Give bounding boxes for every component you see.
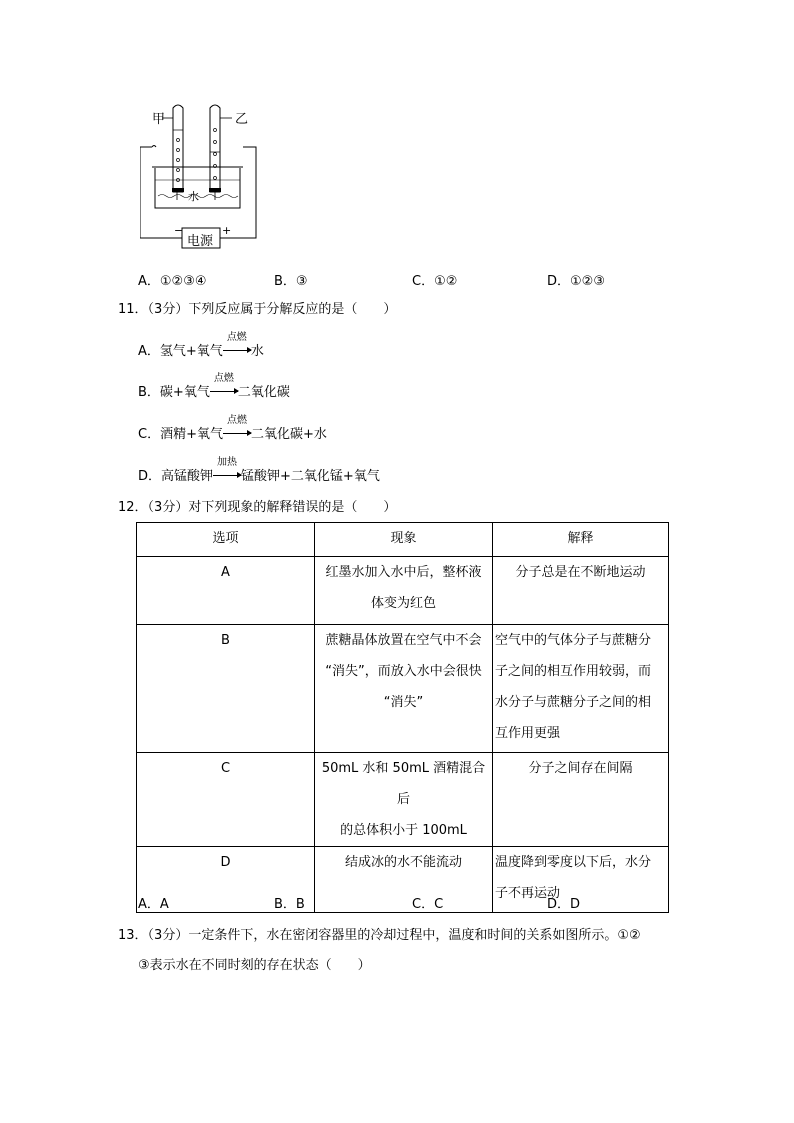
table-row xyxy=(137,753,669,847)
table-row xyxy=(137,625,669,753)
q13-stem-line1: 13．（3分）一定条件下，水在密闭容器里的冷却过程中，温度和时间的关系如图所示。①② xyxy=(118,928,641,943)
phenomenon-line: “消失” xyxy=(383,695,424,710)
q10-option-d[interactable] xyxy=(547,270,605,289)
table-row xyxy=(137,847,669,913)
q12-option-a[interactable] xyxy=(138,893,169,912)
explanation-line: 水分子与蔗糖分子之间的相 xyxy=(495,695,652,710)
q12-stem: 12．（3分）对下列现象的解释错误的是（ ） xyxy=(118,500,397,515)
explanation-line: 分子之间存在间隔 xyxy=(528,761,633,776)
products: 水 xyxy=(250,344,264,359)
explanation-line: 分子总是在不断地运动 xyxy=(515,565,646,580)
reaction-condition: 点燃 xyxy=(213,373,234,384)
q12-option-c[interactable] xyxy=(412,893,443,912)
row-option: A xyxy=(137,557,315,625)
tube-label-right: 乙 xyxy=(235,112,249,127)
reaction-arrow xyxy=(223,415,251,442)
water-label: 水 xyxy=(188,190,199,203)
reaction-arrow xyxy=(210,373,238,400)
products: 二氧化碳+水 xyxy=(250,427,327,442)
phenomenon-line: 体变为红色 xyxy=(370,596,436,611)
header-phenomenon: 现象 xyxy=(315,523,493,557)
row-option: D xyxy=(137,847,315,913)
row-explanation xyxy=(493,753,669,847)
q11-option-c[interactable] xyxy=(138,415,327,442)
row-explanation xyxy=(493,625,669,753)
reactants: 高锰酸钾 xyxy=(161,469,214,484)
option-letter: D． xyxy=(547,274,571,289)
row-phenomenon xyxy=(315,753,493,847)
explanation-line: 空气中的气体分子与蔗糖分 xyxy=(495,633,652,648)
phenomenon-line: 50mL 水和 50mL 酒精混合后 xyxy=(321,761,486,807)
row-option: C xyxy=(137,753,315,847)
row-phenomenon xyxy=(315,847,493,913)
option-text: D xyxy=(570,897,581,912)
q12-option-d[interactable] xyxy=(547,893,580,912)
option-letter: D． xyxy=(547,897,571,912)
reactants: 碳+氧气 xyxy=(159,385,210,400)
option-letter: B． xyxy=(274,897,296,912)
reaction-arrow xyxy=(223,332,251,359)
q13-stem-line2: ③表示水在不同时刻的存在状态（ ） xyxy=(138,958,371,973)
option-letter: C． xyxy=(138,427,161,442)
q11-stem: 11．（3分）下列反应属于分解反应的是（ ） xyxy=(118,302,397,317)
option-text: C xyxy=(434,897,444,912)
option-text: ①②③④ xyxy=(159,274,207,289)
option-letter: C． xyxy=(412,274,435,289)
row-phenomenon xyxy=(315,557,493,625)
row-explanation xyxy=(493,557,669,625)
phenomenon-line: 红墨水加入水中后，整杯液 xyxy=(325,565,482,580)
reactants: 氢气+氧气 xyxy=(159,344,223,359)
q10-option-c[interactable] xyxy=(412,270,457,289)
row-phenomenon xyxy=(315,625,493,753)
option-letter: A． xyxy=(138,897,160,912)
products: 二氧化碳 xyxy=(237,385,290,400)
reaction-condition: 点燃 xyxy=(226,332,247,343)
reaction-condition: 点燃 xyxy=(226,415,247,426)
explanation-line: 子之间的相互作用较弱，而 xyxy=(495,664,652,679)
option-letter: B． xyxy=(274,274,296,289)
option-letter: A． xyxy=(138,344,160,359)
table-row xyxy=(137,557,669,625)
minus-sign: − xyxy=(174,224,184,237)
q11-option-a[interactable] xyxy=(138,332,264,359)
power-label: 电源 xyxy=(187,234,214,249)
option-text: B xyxy=(295,897,305,912)
option-text: ①②③ xyxy=(570,274,605,289)
option-text: A xyxy=(159,897,169,912)
q10-option-a[interactable] xyxy=(138,270,207,289)
reactants: 酒精+氧气 xyxy=(160,427,223,442)
reaction-arrow xyxy=(213,457,241,484)
q12-table xyxy=(136,522,669,913)
electrolysis-figure xyxy=(140,100,270,255)
q12-option-b[interactable] xyxy=(274,893,305,912)
reaction-condition: 加热 xyxy=(217,457,238,468)
option-letter: A． xyxy=(138,274,160,289)
q11-option-d[interactable] xyxy=(138,457,380,484)
phenomenon-line: 结成冰的水不能流动 xyxy=(344,855,462,870)
explanation-line: 温度降到零度以下后，水分 xyxy=(495,855,652,870)
explanation-line: 互作用更强 xyxy=(495,726,561,741)
plus-sign: + xyxy=(222,224,232,237)
row-option: B xyxy=(137,625,315,753)
phenomenon-line: “消失”，而放入水中会很快 xyxy=(325,664,482,679)
q10-option-b[interactable] xyxy=(274,270,308,289)
phenomenon-line: 的总体积小于 100mL xyxy=(340,823,467,838)
table-header-row xyxy=(137,523,669,557)
phenomenon-line: 蔗糖晶体放置在空气中不会 xyxy=(325,633,482,648)
option-letter: C． xyxy=(412,897,435,912)
row-explanation xyxy=(493,847,669,913)
q11-option-b[interactable] xyxy=(138,373,290,400)
option-text: ①② xyxy=(434,274,458,289)
explanation-line: 子不再运动 xyxy=(495,886,561,901)
tube-label-left: 甲 xyxy=(152,112,166,127)
option-letter: B． xyxy=(138,385,160,400)
header-explanation: 解释 xyxy=(493,523,669,557)
option-text: ③ xyxy=(295,274,308,289)
header-option: 选项 xyxy=(137,523,315,557)
products: 锰酸钾+二氧化锰+氧气 xyxy=(241,469,380,484)
option-letter: D． xyxy=(138,469,162,484)
